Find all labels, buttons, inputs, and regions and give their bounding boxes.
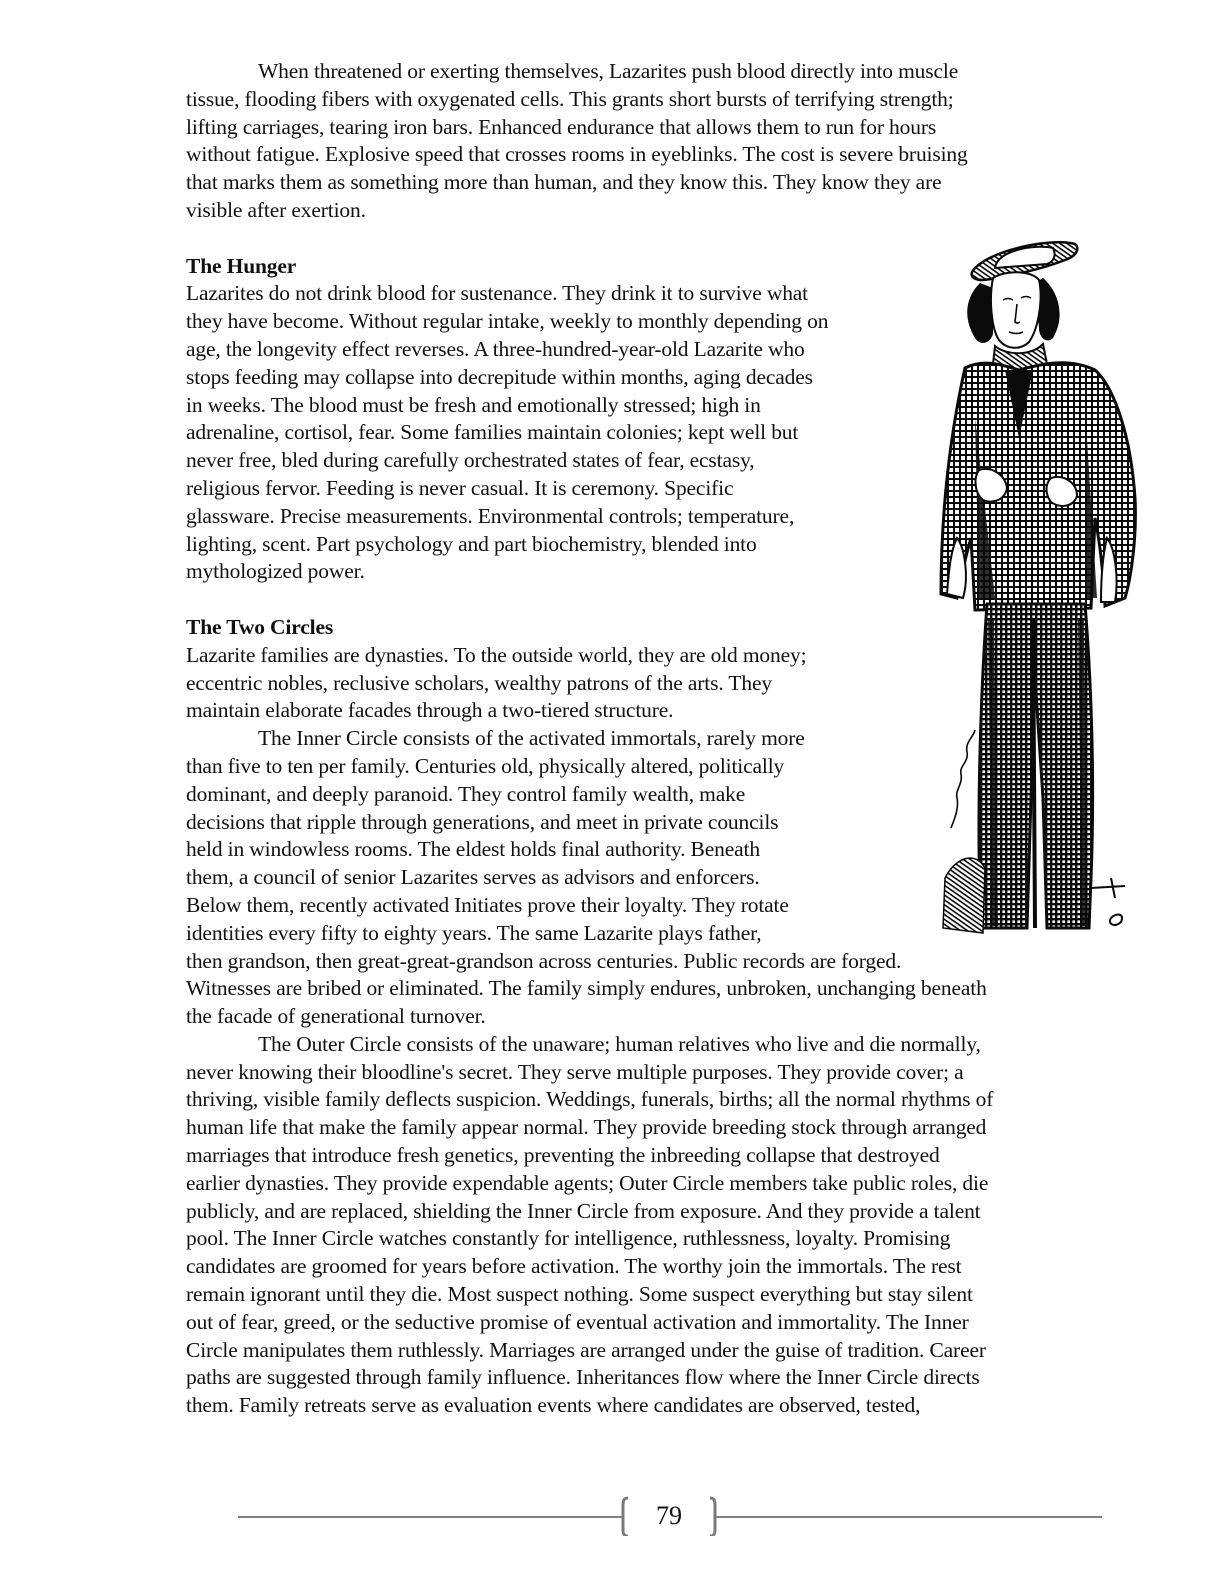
text-line: marriages that introduce fresh genetics, preventing the inbreeding collapse that destroyed bbox=[186, 1143, 940, 1168]
text-line: Witnesses are bribed or eliminated. The family simply endures, unbroken, unchanging beneath bbox=[186, 976, 987, 1001]
text-line: religious fervor. Feeding is never casual. It is ceremony. Specific bbox=[186, 475, 734, 500]
text-line: eccentric nobles, reclusive scholars, wealthy patrons of the arts. They bbox=[186, 670, 772, 695]
section-heading: The Hunger bbox=[186, 253, 297, 278]
text-line: identities every fifty to eighty years. The same Lazarite plays father, bbox=[186, 920, 762, 945]
text-line: glassware. Precise measurements. Environmental controls; temperature, bbox=[186, 503, 795, 528]
section-intro bbox=[186, 58, 1151, 225]
text-line: without fatigue. Explosive speed that crosses rooms in eyeblinks. The cost is severe bruising bbox=[186, 142, 968, 167]
text-line: stops feeding may collapse into decrepitude within months, aging decades bbox=[186, 364, 813, 389]
text-line: adrenaline, cortisol, fear. Some families maintain colonies; kept well but bbox=[186, 420, 799, 445]
text-line: Lazarites do not drink blood for sustenance. They drink it to survive what bbox=[186, 281, 809, 306]
text-line: lifting carriages, tearing iron bars. Enhanced endurance that allows them to run for hours bbox=[186, 114, 937, 139]
text-line: lighting, scent. Part psychology and part biochemistry, blended into bbox=[186, 531, 757, 556]
text-line: in weeks. The blood must be fresh and emotionally stressed; high in bbox=[186, 392, 761, 417]
text-line: that marks them as something more than human, and they know this. They know they are bbox=[186, 170, 942, 195]
text-line: thriving, visible family deflects suspicion. Weddings, funerals, births; all the normal rhythms of bbox=[186, 1087, 994, 1112]
text-line: The Outer Circle consists of the unaware; human relatives who live and die normally, bbox=[258, 1031, 981, 1056]
text-line: never free, bled during carefully orchestrated states of fear, ecstasy, bbox=[186, 448, 755, 473]
text-line: Below them, recently activated Initiates prove their loyalty. They rotate bbox=[186, 892, 789, 917]
section-heading: The Two Circles bbox=[186, 614, 334, 639]
text-line: remain ignorant until they die. Most suspect nothing. Some suspect everything but stay silent bbox=[186, 1282, 973, 1307]
text-line: candidates are groomed for years before activation. The worthy join the immortals. The rest bbox=[186, 1254, 962, 1279]
text-line: never knowing their bloodline's secret. They serve multiple purposes. They provide cover; a bbox=[186, 1059, 964, 1084]
text-line: mythologized power. bbox=[186, 559, 365, 584]
text-line: earlier dynasties. They provide expendable agents; Outer Circle members take public roles, die bbox=[186, 1170, 989, 1195]
text-line: they have become. Without regular intake, weekly to monthly depending on bbox=[186, 309, 829, 334]
gentleman-illustration bbox=[935, 238, 1140, 943]
footer-rule-right bbox=[716, 1516, 1102, 1518]
text-line: out of fear, greed, or the seductive promise of eventual activation and immortality. The Inner bbox=[186, 1309, 969, 1334]
ground-shadow bbox=[943, 858, 985, 933]
text-line: them, a council of senior Lazarites serves as advisors and enforcers. bbox=[186, 865, 760, 890]
text-line: tissue, flooding fibers with oxygenated cells. This grants short bursts of terrifying strength; bbox=[186, 86, 954, 111]
artist-signature bbox=[951, 730, 975, 828]
text-line: maintain elaborate facades through a two-tiered structure. bbox=[186, 698, 674, 723]
text-line: than five to ten per family. Centuries old, physically altered, politically bbox=[186, 753, 785, 778]
text-line: When threatened or exerting themselves, Lazarites push blood directly into muscle bbox=[258, 59, 959, 83]
text-line: dominant, and deeply paranoid. They control family wealth, make bbox=[186, 781, 746, 806]
text-line: visible after exertion. bbox=[186, 197, 366, 222]
text-line: age, the longevity effect reverses. A three-hundred-year-old Lazarite who bbox=[186, 336, 805, 361]
text-line: then grandson, then great-great-grandson across centuries. Public records are forged. bbox=[186, 948, 902, 973]
page-number: 79 bbox=[656, 1501, 682, 1530]
text-line: Lazarite families are dynasties. To the outside world, they are old money; bbox=[186, 642, 807, 667]
text-line: held in windowless rooms. The eldest holds final authority. Beneath bbox=[186, 837, 760, 862]
text-line: them. Family retreats serve as evaluation events where candidates are observed, tested, bbox=[186, 1393, 921, 1418]
text-line: pool. The Inner Circle watches constantly for intelligence, ruthlessness, loyalty. Promising bbox=[186, 1226, 951, 1251]
text-line: The Inner Circle consists of the activated immortals, rarely more bbox=[258, 726, 805, 751]
text-line: the facade of generational turnover. bbox=[186, 1004, 486, 1029]
page-footer bbox=[238, 1492, 1102, 1540]
footer-rule-left bbox=[238, 1516, 622, 1518]
text-line: human life that make the family appear normal. They provide breeding stock through arranged bbox=[186, 1115, 987, 1140]
text-line: paths are suggested through family influence. Inheritances flow where the Inner Circle directs bbox=[186, 1365, 980, 1390]
text-line: Circle manipulates them ruthlessly. Marriages are arranged under the guise of tradition. Career bbox=[186, 1337, 986, 1362]
text-line: publicly, and are replaced, shielding the Inner Circle from exposure. And they provide a talent bbox=[186, 1198, 981, 1223]
text-line: decisions that ripple through generations, and meet in private councils bbox=[186, 809, 779, 834]
